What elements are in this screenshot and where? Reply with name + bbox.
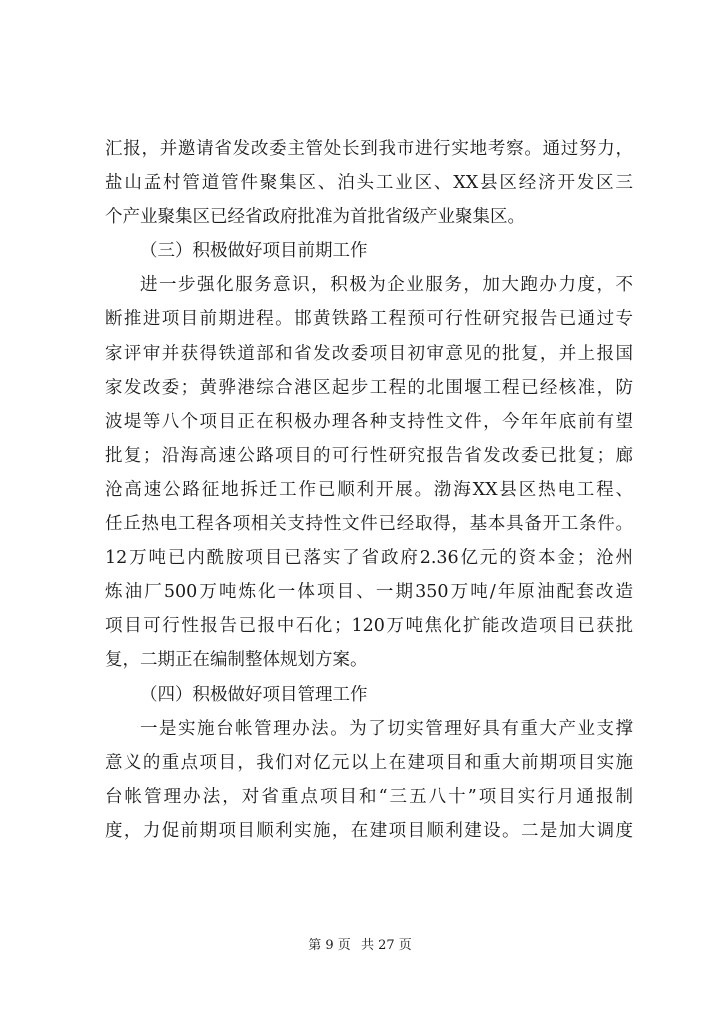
text-line: 任丘热电工程各项相关支持性文件已经取得，基本具备开工条件。 [105,514,633,535]
text-line: 个产业聚集区已经省政府批准为首批省级产业聚集区。 [105,207,525,228]
text-line: 家发改委；黄骅港综合港区起步工程的北围堰工程已经核准，防 [105,377,633,398]
text-line: 波堤等八个项目正在积极办理各种支持性文件，今年年底前有望 [105,411,633,432]
text-line: 批复；沿海高速公路项目的可行性研究报告省发改委已批复；廊 [105,445,633,466]
text-line: 炼油厂500万吨炼化一体项目、一期350万吨/年原油配套改造 [105,582,633,603]
section-heading: （四）积极做好项目管理工作 [140,684,368,705]
text-line: 进一步强化服务意识，积极为企业服务，加大跑办力度，不 [140,275,633,296]
page-total: 共 27 页 [360,938,412,953]
text-line: 复，二期正在编制整体规划方案。 [105,650,368,671]
text-line: 沧高速公路征地拆迁工作已顺利开展。渤海XX县区热电工程、 [105,479,633,500]
text-line: 一是实施台帐管理办法。为了切实管理好具有重大产业支撑 [140,718,633,739]
body-text [105,132,633,848]
text-line: 盐山孟村管道管件聚集区、泊头工业区、XX县区经济开发区三 [105,173,633,194]
section-heading: （三）积极做好项目前期工作 [140,241,368,262]
text-line: 12万吨已内酰胺项目已落实了省政府2.36亿元的资本金；沧州 [105,548,633,569]
text-line: 汇报，并邀请省发改委主管处长到我市进行实地考察。通过努力， [105,139,633,159]
text-line: 意义的重点项目，我们对亿元以上在建项目和重大前期项目实施 [105,752,633,773]
text-line: 度，力促前期项目顺利实施，在建项目顺利建设。二是加大调度 [105,820,633,841]
text-line: 项目可行性报告已报中石化；120万吨焦化扩能改造项目已获批 [105,616,633,637]
page-number: 第 9 页 [308,938,351,953]
page-footer [0,934,720,953]
text-line: 台帐管理办法，对省重点项目和“三五八十”项目实行月通报制 [105,786,633,807]
text-line: 断推进项目前期进程。邯黄铁路工程预可行性研究报告已通过专 [105,309,633,330]
text-line: 家评审并获得铁道部和省发改委项目初审意见的批复，并上报国 [105,343,633,364]
